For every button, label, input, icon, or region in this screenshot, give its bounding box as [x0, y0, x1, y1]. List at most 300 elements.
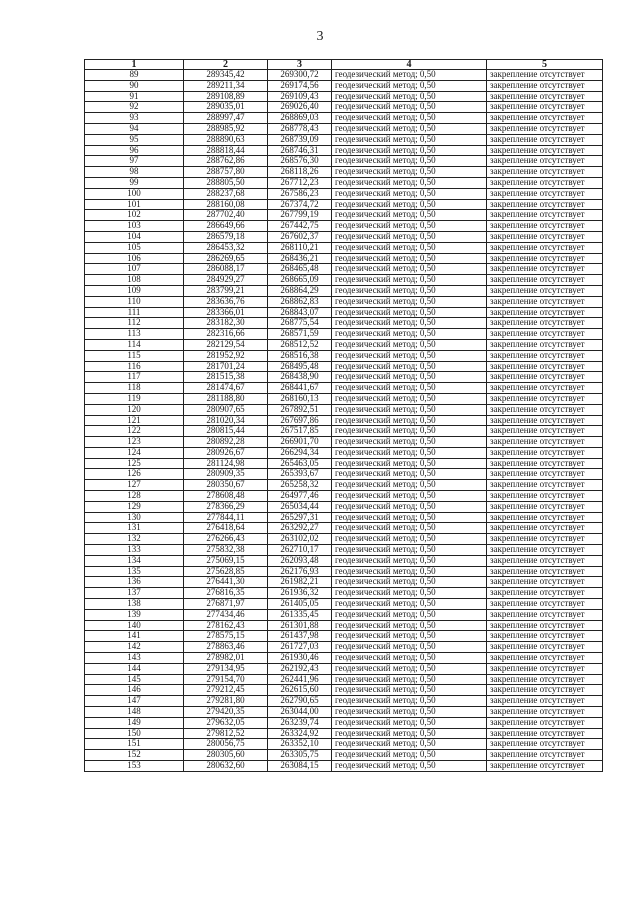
table-row	[85, 70, 603, 81]
method-accuracy-cell: геодезический метод; 0,50	[332, 426, 487, 437]
x-coordinate-cell: 288818,44	[184, 145, 268, 156]
point-number-cell: 152	[85, 750, 184, 761]
x-coordinate-cell: 279281,80	[184, 696, 268, 707]
table-row	[85, 253, 603, 264]
fixing-description-cell: закрепление отсутствует	[487, 501, 603, 512]
y-coordinate-cell: 261437,98	[268, 631, 332, 642]
fixing-description-cell: закрепление отсутствует	[487, 307, 603, 318]
fixing-description-cell: закрепление отсутствует	[487, 231, 603, 242]
fixing-description-cell: закрепление отсутствует	[487, 102, 603, 113]
point-number-cell: 113	[85, 329, 184, 340]
table-row	[85, 717, 603, 728]
x-coordinate-cell: 278608,48	[184, 491, 268, 502]
x-coordinate-cell: 279134,95	[184, 663, 268, 674]
point-number-cell: 135	[85, 566, 184, 577]
table-row	[85, 480, 603, 491]
table-row	[85, 609, 603, 620]
table-row	[85, 491, 603, 502]
table-row	[85, 588, 603, 599]
fixing-description-cell: закрепление отсутствует	[487, 264, 603, 275]
y-coordinate-cell: 268775,54	[268, 318, 332, 329]
column-header: 3	[268, 60, 332, 70]
y-coordinate-cell: 267892,51	[268, 404, 332, 415]
point-number-cell: 111	[85, 307, 184, 318]
y-coordinate-cell: 262790,65	[268, 696, 332, 707]
table-row	[85, 404, 603, 415]
y-coordinate-cell: 264977,46	[268, 491, 332, 502]
table-row	[85, 501, 603, 512]
y-coordinate-cell: 269300,72	[268, 70, 332, 81]
y-coordinate-cell: 265393,67	[268, 469, 332, 480]
y-coordinate-cell: 268512,52	[268, 339, 332, 350]
point-number-cell: 130	[85, 512, 184, 523]
point-number-cell: 122	[85, 426, 184, 437]
x-coordinate-cell: 278982,01	[184, 653, 268, 664]
table-row	[85, 437, 603, 448]
x-coordinate-cell: 279212,45	[184, 685, 268, 696]
method-accuracy-cell: геодезический метод; 0,50	[332, 717, 487, 728]
y-coordinate-cell: 268495,48	[268, 361, 332, 372]
x-coordinate-cell: 276871,97	[184, 599, 268, 610]
y-coordinate-cell: 269026,40	[268, 102, 332, 113]
fixing-description-cell: закрепление отсутствует	[487, 318, 603, 329]
fixing-description-cell: закрепление отсутствует	[487, 480, 603, 491]
fixing-description-cell: закрепление отсутствует	[487, 469, 603, 480]
y-coordinate-cell: 268864,29	[268, 285, 332, 296]
table-row	[85, 372, 603, 383]
point-number-cell: 121	[85, 415, 184, 426]
fixing-description-cell: закрепление отсутствует	[487, 512, 603, 523]
y-coordinate-cell: 268843,07	[268, 307, 332, 318]
table-row	[85, 221, 603, 232]
point-number-cell: 139	[85, 609, 184, 620]
point-number-cell: 142	[85, 642, 184, 653]
method-accuracy-cell: геодезический метод; 0,50	[332, 599, 487, 610]
method-accuracy-cell: геодезический метод; 0,50	[332, 534, 487, 545]
fixing-description-cell: закрепление отсутствует	[487, 70, 603, 81]
fixing-description-cell: закрепление отсутствует	[487, 577, 603, 588]
table-row	[85, 123, 603, 134]
fixing-description-cell: закрепление отсутствует	[487, 458, 603, 469]
y-coordinate-cell: 267586,23	[268, 188, 332, 199]
method-accuracy-cell: геодезический метод; 0,50	[332, 415, 487, 426]
y-coordinate-cell: 268576,30	[268, 156, 332, 167]
point-number-cell: 104	[85, 231, 184, 242]
column-header: 4	[332, 60, 487, 70]
fixing-description-cell: закрепление отсутствует	[487, 447, 603, 458]
method-accuracy-cell: геодезический метод; 0,50	[332, 447, 487, 458]
point-number-cell: 153	[85, 761, 184, 772]
x-coordinate-cell: 288757,80	[184, 167, 268, 178]
x-coordinate-cell: 286579,18	[184, 231, 268, 242]
fixing-description-cell: закрепление отсутствует	[487, 750, 603, 761]
table-row	[85, 631, 603, 642]
x-coordinate-cell: 282316,66	[184, 329, 268, 340]
point-number-cell: 119	[85, 393, 184, 404]
coordinates-table	[84, 59, 603, 772]
table-row	[85, 91, 603, 102]
y-coordinate-cell: 268118,26	[268, 167, 332, 178]
x-coordinate-cell: 283182,30	[184, 318, 268, 329]
x-coordinate-cell: 286269,65	[184, 253, 268, 264]
point-number-cell: 124	[85, 447, 184, 458]
table-row	[85, 264, 603, 275]
point-number-cell: 90	[85, 80, 184, 91]
method-accuracy-cell: геодезический метод; 0,50	[332, 685, 487, 696]
y-coordinate-cell: 261727,03	[268, 642, 332, 653]
fixing-description-cell: закрепление отсутствует	[487, 566, 603, 577]
point-number-cell: 127	[85, 480, 184, 491]
method-accuracy-cell: геодезический метод; 0,50	[332, 404, 487, 415]
y-coordinate-cell: 268862,83	[268, 296, 332, 307]
method-accuracy-cell: геодезический метод; 0,50	[332, 231, 487, 242]
point-number-cell: 110	[85, 296, 184, 307]
table-row	[85, 156, 603, 167]
method-accuracy-cell: геодезический метод; 0,50	[332, 145, 487, 156]
method-accuracy-cell: геодезический метод; 0,50	[332, 188, 487, 199]
method-accuracy-cell: геодезический метод; 0,50	[332, 663, 487, 674]
x-coordinate-cell: 279154,70	[184, 674, 268, 685]
point-number-cell: 93	[85, 113, 184, 124]
point-number-cell: 89	[85, 70, 184, 81]
method-accuracy-cell: геодезический метод; 0,50	[332, 609, 487, 620]
y-coordinate-cell: 261936,32	[268, 588, 332, 599]
fixing-description-cell: закрепление отсутствует	[487, 555, 603, 566]
y-coordinate-cell: 263239,74	[268, 717, 332, 728]
table-row	[85, 329, 603, 340]
y-coordinate-cell: 267712,23	[268, 177, 332, 188]
method-accuracy-cell: геодезический метод; 0,50	[332, 242, 487, 253]
fixing-description-cell: закрепление отсутствует	[487, 134, 603, 145]
method-accuracy-cell: геодезический метод; 0,50	[332, 491, 487, 502]
y-coordinate-cell: 263324,92	[268, 728, 332, 739]
table-row	[85, 383, 603, 394]
point-number-cell: 105	[85, 242, 184, 253]
point-number-cell: 147	[85, 696, 184, 707]
method-accuracy-cell: геодезический метод; 0,50	[332, 307, 487, 318]
table-body	[85, 70, 603, 772]
x-coordinate-cell: 280632,60	[184, 761, 268, 772]
point-number-cell: 138	[85, 599, 184, 610]
point-number-cell: 107	[85, 264, 184, 275]
method-accuracy-cell: геодезический метод; 0,50	[332, 620, 487, 631]
method-accuracy-cell: геодезический метод; 0,50	[332, 91, 487, 102]
point-number-cell: 106	[85, 253, 184, 264]
point-number-cell: 108	[85, 275, 184, 286]
point-number-cell: 145	[85, 674, 184, 685]
point-number-cell: 149	[85, 717, 184, 728]
point-number-cell: 116	[85, 361, 184, 372]
x-coordinate-cell: 275069,15	[184, 555, 268, 566]
point-number-cell: 95	[85, 134, 184, 145]
method-accuracy-cell: геодезический метод; 0,50	[332, 167, 487, 178]
method-accuracy-cell: геодезический метод; 0,50	[332, 350, 487, 361]
table-row	[85, 361, 603, 372]
x-coordinate-cell: 279812,52	[184, 728, 268, 739]
method-accuracy-cell: геодезический метод; 0,50	[332, 707, 487, 718]
x-coordinate-cell: 280350,67	[184, 480, 268, 491]
y-coordinate-cell: 263352,10	[268, 739, 332, 750]
x-coordinate-cell: 282129,54	[184, 339, 268, 350]
x-coordinate-cell: 279632,05	[184, 717, 268, 728]
table-row	[85, 350, 603, 361]
point-number-cell: 98	[85, 167, 184, 178]
y-coordinate-cell: 269174,56	[268, 80, 332, 91]
fixing-description-cell: закрепление отсутствует	[487, 599, 603, 610]
y-coordinate-cell: 268438,90	[268, 372, 332, 383]
table-row	[85, 80, 603, 91]
point-number-cell: 141	[85, 631, 184, 642]
table-row	[85, 188, 603, 199]
x-coordinate-cell: 275832,38	[184, 545, 268, 556]
table-row	[85, 566, 603, 577]
table-row	[85, 663, 603, 674]
table-row	[85, 761, 603, 772]
table-row	[85, 599, 603, 610]
table-row	[85, 167, 603, 178]
fixing-description-cell: закрепление отсутствует	[487, 221, 603, 232]
table-row	[85, 113, 603, 124]
y-coordinate-cell: 263084,15	[268, 761, 332, 772]
point-number-cell: 137	[85, 588, 184, 599]
method-accuracy-cell: геодезический метод; 0,50	[332, 555, 487, 566]
point-number-cell: 102	[85, 210, 184, 221]
x-coordinate-cell: 288890,63	[184, 134, 268, 145]
y-coordinate-cell: 268746,31	[268, 145, 332, 156]
point-number-cell: 99	[85, 177, 184, 188]
method-accuracy-cell: геодезический метод; 0,50	[332, 577, 487, 588]
table-row	[85, 210, 603, 221]
x-coordinate-cell: 288762,86	[184, 156, 268, 167]
table-row	[85, 534, 603, 545]
method-accuracy-cell: геодезический метод; 0,50	[332, 372, 487, 383]
y-coordinate-cell: 261335,45	[268, 609, 332, 620]
point-number-cell: 96	[85, 145, 184, 156]
x-coordinate-cell: 281124,98	[184, 458, 268, 469]
y-coordinate-cell: 266901,70	[268, 437, 332, 448]
method-accuracy-cell: геодезический метод; 0,50	[332, 480, 487, 491]
fixing-description-cell: закрепление отсутствует	[487, 620, 603, 631]
y-coordinate-cell: 265258,32	[268, 480, 332, 491]
method-accuracy-cell: геодезический метод; 0,50	[332, 588, 487, 599]
method-accuracy-cell: геодезический метод; 0,50	[332, 501, 487, 512]
point-number-cell: 120	[85, 404, 184, 415]
method-accuracy-cell: геодезический метод; 0,50	[332, 264, 487, 275]
y-coordinate-cell: 262176,93	[268, 566, 332, 577]
y-coordinate-cell: 268110,21	[268, 242, 332, 253]
fixing-description-cell: закрепление отсутствует	[487, 145, 603, 156]
x-coordinate-cell: 289211,34	[184, 80, 268, 91]
y-coordinate-cell: 268778,43	[268, 123, 332, 134]
table-row	[85, 653, 603, 664]
fixing-description-cell: закрепление отсутствует	[487, 372, 603, 383]
x-coordinate-cell: 289345,42	[184, 70, 268, 81]
fixing-description-cell: закрепление отсутствует	[487, 91, 603, 102]
y-coordinate-cell: 263292,27	[268, 523, 332, 534]
table-row	[85, 739, 603, 750]
x-coordinate-cell: 288997,47	[184, 113, 268, 124]
method-accuracy-cell: геодезический метод; 0,50	[332, 728, 487, 739]
method-accuracy-cell: геодезический метод; 0,50	[332, 134, 487, 145]
point-number-cell: 103	[85, 221, 184, 232]
y-coordinate-cell: 261301,88	[268, 620, 332, 631]
point-number-cell: 150	[85, 728, 184, 739]
point-number-cell: 128	[85, 491, 184, 502]
y-coordinate-cell: 268465,48	[268, 264, 332, 275]
x-coordinate-cell: 278162,43	[184, 620, 268, 631]
table-row	[85, 458, 603, 469]
point-number-cell: 115	[85, 350, 184, 361]
method-accuracy-cell: геодезический метод; 0,50	[332, 253, 487, 264]
method-accuracy-cell: геодезический метод; 0,50	[332, 70, 487, 81]
x-coordinate-cell: 277844,11	[184, 512, 268, 523]
fixing-description-cell: закрепление отсутствует	[487, 728, 603, 739]
point-number-cell: 133	[85, 545, 184, 556]
method-accuracy-cell: геодезический метод; 0,50	[332, 113, 487, 124]
method-accuracy-cell: геодезический метод; 0,50	[332, 750, 487, 761]
table-row	[85, 707, 603, 718]
fixing-description-cell: закрепление отсутствует	[487, 609, 603, 620]
y-coordinate-cell: 262192,43	[268, 663, 332, 674]
y-coordinate-cell: 268739,09	[268, 134, 332, 145]
fixing-description-cell: закрепление отсутствует	[487, 253, 603, 264]
fixing-description-cell: закрепление отсутствует	[487, 707, 603, 718]
point-number-cell: 100	[85, 188, 184, 199]
x-coordinate-cell: 281020,34	[184, 415, 268, 426]
point-number-cell: 129	[85, 501, 184, 512]
fixing-description-cell: закрепление отсутствует	[487, 717, 603, 728]
y-coordinate-cell: 268160,13	[268, 393, 332, 404]
y-coordinate-cell: 265034,44	[268, 501, 332, 512]
x-coordinate-cell: 280892,28	[184, 437, 268, 448]
fixing-description-cell: закрепление отсутствует	[487, 383, 603, 394]
table-row	[85, 102, 603, 113]
y-coordinate-cell: 263044,00	[268, 707, 332, 718]
y-coordinate-cell: 263102,02	[268, 534, 332, 545]
table-row	[85, 620, 603, 631]
point-number-cell: 126	[85, 469, 184, 480]
y-coordinate-cell: 268441,67	[268, 383, 332, 394]
x-coordinate-cell: 280926,67	[184, 447, 268, 458]
column-header: 1	[85, 60, 184, 70]
y-coordinate-cell: 268665,09	[268, 275, 332, 286]
x-coordinate-cell: 277434,46	[184, 609, 268, 620]
point-number-cell: 131	[85, 523, 184, 534]
x-coordinate-cell: 276441,30	[184, 577, 268, 588]
point-number-cell: 146	[85, 685, 184, 696]
column-header: 5	[487, 60, 603, 70]
y-coordinate-cell: 262093,48	[268, 555, 332, 566]
method-accuracy-cell: геодезический метод; 0,50	[332, 361, 487, 372]
point-number-cell: 140	[85, 620, 184, 631]
x-coordinate-cell: 280909,35	[184, 469, 268, 480]
fixing-description-cell: закрепление отсутствует	[487, 642, 603, 653]
column-header: 2	[184, 60, 268, 70]
table-row	[85, 728, 603, 739]
table-row	[85, 177, 603, 188]
fixing-description-cell: закрепление отсутствует	[487, 242, 603, 253]
method-accuracy-cell: геодезический метод; 0,50	[332, 523, 487, 534]
table-row	[85, 199, 603, 210]
point-number-cell: 125	[85, 458, 184, 469]
method-accuracy-cell: геодезический метод; 0,50	[332, 642, 487, 653]
x-coordinate-cell: 288985,92	[184, 123, 268, 134]
table-row	[85, 285, 603, 296]
point-number-cell: 144	[85, 663, 184, 674]
fixing-description-cell: закрепление отсутствует	[487, 177, 603, 188]
x-coordinate-cell: 288160,08	[184, 199, 268, 210]
fixing-description-cell: закрепление отсутствует	[487, 210, 603, 221]
y-coordinate-cell: 269109,43	[268, 91, 332, 102]
y-coordinate-cell: 262615,60	[268, 685, 332, 696]
fixing-description-cell: закрепление отсутствует	[487, 685, 603, 696]
point-number-cell: 143	[85, 653, 184, 664]
method-accuracy-cell: геодезический метод; 0,50	[332, 199, 487, 210]
page-number: 3	[316, 29, 324, 44]
x-coordinate-cell: 281952,92	[184, 350, 268, 361]
method-accuracy-cell: геодезический метод; 0,50	[332, 339, 487, 350]
fixing-description-cell: закрепление отсутствует	[487, 188, 603, 199]
method-accuracy-cell: геодезический метод; 0,50	[332, 102, 487, 113]
y-coordinate-cell: 261405,05	[268, 599, 332, 610]
table-row	[85, 231, 603, 242]
x-coordinate-cell: 286453,32	[184, 242, 268, 253]
table-row	[85, 750, 603, 761]
table-row	[85, 642, 603, 653]
y-coordinate-cell: 268571,59	[268, 329, 332, 340]
fixing-description-cell: закрепление отсутствует	[487, 761, 603, 772]
fixing-description-cell: закрепление отсутствует	[487, 339, 603, 350]
y-coordinate-cell: 266294,34	[268, 447, 332, 458]
y-coordinate-cell: 268516,38	[268, 350, 332, 361]
fixing-description-cell: закрепление отсутствует	[487, 275, 603, 286]
x-coordinate-cell: 281188,80	[184, 393, 268, 404]
point-number-cell: 94	[85, 123, 184, 134]
y-coordinate-cell: 267602,37	[268, 231, 332, 242]
x-coordinate-cell: 278575,15	[184, 631, 268, 642]
table-row	[85, 696, 603, 707]
point-number-cell: 151	[85, 739, 184, 750]
method-accuracy-cell: геодезический метод; 0,50	[332, 329, 487, 340]
table-row	[85, 307, 603, 318]
method-accuracy-cell: геодезический метод; 0,50	[332, 393, 487, 404]
x-coordinate-cell: 280815,44	[184, 426, 268, 437]
x-coordinate-cell: 280305,60	[184, 750, 268, 761]
y-coordinate-cell: 265297,31	[268, 512, 332, 523]
table-row	[85, 523, 603, 534]
table-row	[85, 318, 603, 329]
y-coordinate-cell: 268436,21	[268, 253, 332, 264]
x-coordinate-cell: 279420,35	[184, 707, 268, 718]
table-row	[85, 685, 603, 696]
point-number-cell: 91	[85, 91, 184, 102]
y-coordinate-cell: 265463,05	[268, 458, 332, 469]
table-row	[85, 242, 603, 253]
x-coordinate-cell: 289108,89	[184, 91, 268, 102]
table-row	[85, 145, 603, 156]
point-number-cell: 136	[85, 577, 184, 588]
x-coordinate-cell: 276816,35	[184, 588, 268, 599]
fixing-description-cell: закрепление отсутствует	[487, 545, 603, 556]
method-accuracy-cell: геодезический метод; 0,50	[332, 545, 487, 556]
x-coordinate-cell: 278863,46	[184, 642, 268, 653]
y-coordinate-cell: 261982,21	[268, 577, 332, 588]
method-accuracy-cell: геодезический метод; 0,50	[332, 221, 487, 232]
method-accuracy-cell: геодезический метод; 0,50	[332, 80, 487, 91]
y-coordinate-cell: 268869,03	[268, 113, 332, 124]
x-coordinate-cell: 280056,75	[184, 739, 268, 750]
fixing-description-cell: закрепление отсутствует	[487, 285, 603, 296]
